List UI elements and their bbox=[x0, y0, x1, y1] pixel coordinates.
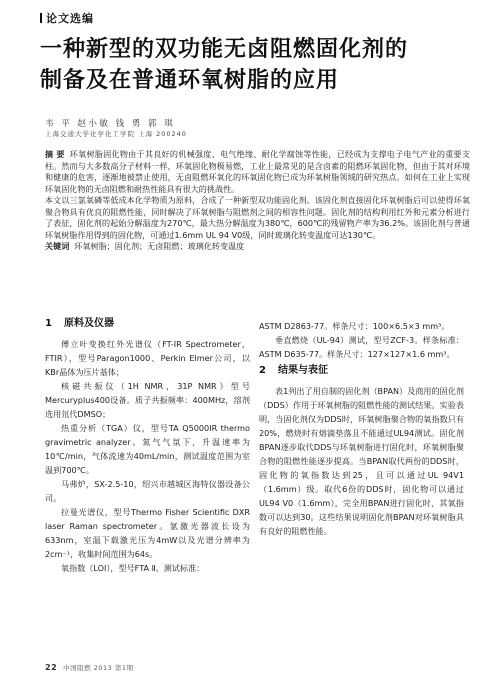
section-tag bbox=[40, 10, 94, 26]
left-column bbox=[45, 317, 250, 575]
section-heading-2-text: 结果与表征 bbox=[277, 365, 328, 376]
journal-name: 中国阻燃 2013 第1期 bbox=[63, 664, 134, 672]
abstract-para-1 bbox=[45, 149, 470, 195]
page-number: 22 bbox=[45, 663, 58, 672]
keywords-line bbox=[45, 241, 470, 253]
divider bbox=[45, 309, 470, 310]
article-title-line2: 制备及在普通环氧树脂的应用 bbox=[40, 68, 340, 93]
right-column bbox=[259, 319, 464, 538]
affiliation: 上海交通大学化学化工学院 上海 200240 bbox=[45, 130, 187, 138]
right-paragraph: 表1列出了用自制的固化剂（BPAN）及商用的固化剂（DDS）作用于环氧树脂的阻燃性能的测试结果。实验表明，当固化剂仅为DDS时，环氧树脂聚合物的氧指数只有20%，燃烧时有熔滴垫落且不能通过UL94测试。固化剂BPAN逐步取代DDS与环氧树脂进行固化时，环氧树脂聚合物的阻燃性能逐步提高。当BPAN取代两份的DDS时，固化物的氧指数达到25，且可以通过UL 94V1（1.6mm）级。取代6份的DDS时，固化物可以通过UL94 V0（1.6mm），完全用BPAN进行固化时，其氧指数可以达到30。这些结果说明固化剂BPAN对环氧树脂具有良好的阻燃性能。 bbox=[259, 386, 464, 536]
abstract-label: 摘 要 bbox=[45, 149, 65, 159]
section-tag-text: 论文选编 bbox=[46, 12, 94, 25]
right-paragraph: ASTM D2863-77。样条尺寸：100×6.5×3 mm³。 bbox=[259, 321, 450, 331]
left-paragraph: 傅立叶变换红外光谱仪（FT-IR Spectrometer，FTIR），型号Paragon1000、Perkin Elmer公司，以KBr晶体为压片基体； bbox=[45, 339, 250, 377]
section-heading-2 bbox=[259, 364, 464, 377]
authors: 韦 平 赵小敏 钱 勇 郭 琪 bbox=[45, 119, 176, 129]
section-heading-1-number: 1 bbox=[45, 318, 52, 329]
keywords-text: 环氧树脂；固化剂；无卤阻燃；玻璃化转变温度 bbox=[74, 241, 245, 251]
section-heading-2-number: 2 bbox=[259, 365, 266, 376]
left-paragraph: 核磁共振仪（1H NMR，31P NMR）型号Mercuryplus400设备。质子共振频率：400MHz，溶剂选用氘代DMSO； bbox=[45, 381, 250, 419]
section-heading-1-text: 原料及仪器 bbox=[63, 318, 114, 329]
left-paragraph: 拉曼光谱仪，型号Thermo Fisher Scientific DXR laser Raman spectrometer。氩激光器波长设为633nm，室温下载激光压为4mW以及光谱分辨率为2cm⁻¹，收集时间范围为64s。 bbox=[45, 507, 250, 559]
keywords-label: 关键词 bbox=[45, 241, 70, 251]
left-paragraph: 氧指数（LOI），型号FTA Ⅱ。测试标准： bbox=[61, 563, 205, 573]
article-title-line1: 一种新型的双功能无卤阻燃固化剂的 bbox=[40, 37, 409, 62]
left-paragraph: 马弗炉，SX-2.5-10，绍兴市越城区海特仪器设备公司。 bbox=[45, 479, 250, 503]
abstract-block bbox=[45, 149, 470, 253]
section-heading-1 bbox=[45, 317, 250, 330]
left-paragraph: 热重分析（TGA）仪，型号TA Q5000IR thermo gravimetric analyzer。氮气气氛下，升温速率为10℃/min，气体流速为40mL/min，测试温度范围为室温到700℃。 bbox=[45, 423, 250, 475]
article-title bbox=[40, 34, 480, 96]
abstract-text-1: 环氧树脂固化物由于其良好的机械强度、电气绝缘、耐化学腐蚀等性能，已经成为支撑电子电气产业的重要支柱。然而与大多数高分子材料一样，环氧固化物极易燃，工业上最常见的是含卤素的阻燃环氧固化物，但由于其对环境和健康的危害，逐渐地被禁止使用，无卤阻燃环氧化的环氧固化物已成为环氧树脂领域的研究热点。如何在工业上实现环氧固化物的无卤阻燃和耐热性能具有很大的挑战性。 bbox=[45, 149, 470, 194]
right-paragraph: 垂直燃烧（UL-94）测试，型号ZCF-3。样条标准：ASTM D635-77。样条尺寸：127×127×1.6 mm³。 bbox=[259, 335, 464, 359]
page-footer bbox=[45, 663, 133, 672]
section-tag-bar bbox=[40, 13, 42, 23]
abstract-para-2: 本文以三氯氧磷等低成本化学物质为原料，合成了一种新型双功能固化剂。该固化剂直接固化环氧树脂后可以使得环氧聚合物具有优良的阻燃性能，同时解决了环氧树脂与阻燃剂之间的相容性问题。固化剂的结构利用红外和元素分析进行了表征，固化剂的起始分解温度为270℃，最大热分解温度为380℃，600℃的残留物产率为36.2%。该固化剂与普通环氧树脂作用得到的固化物，可通过1.6mm UL 94 V0级，同时玻璃化转变温度可达130℃。 bbox=[45, 195, 470, 240]
